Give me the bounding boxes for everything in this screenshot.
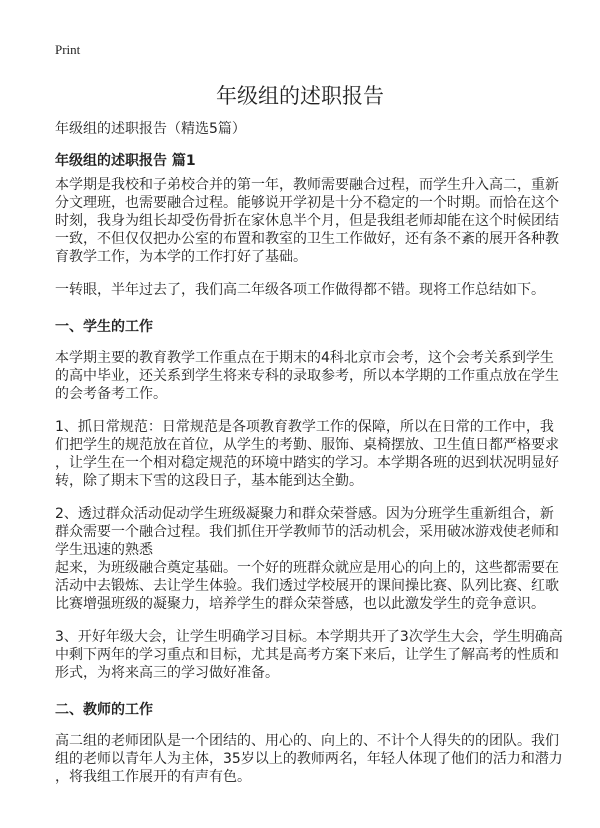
text-line: 组的老师以青年人为主体，35岁以上的教师两名，年轻人体现了他们的活力和潜力: [55, 751, 563, 767]
paragraph: [55, 176, 559, 266]
text-line: 比赛增强班级的凝聚力，培养学生的群众荣誉感，也以此激发学生的竞争意识。: [55, 596, 545, 612]
text-line: 的会考备考工作。: [55, 386, 167, 402]
list-item: [55, 418, 559, 490]
heading-students: 一、学生的工作: [55, 319, 153, 335]
text-line: 一致，不但仅仅把办公室的布置和教室的卫生工作做好，还有条不紊的展开各种教: [55, 231, 559, 247]
text-line: 起来，为班级融合奠定基础。一个好的班群众就应是用心的向上的，这些都需要在: [55, 560, 559, 576]
text-line: ，将我组工作展开的有声有色。: [55, 769, 251, 785]
text-line: 时刻，我身为组长却受伤骨折在家休息半个月，但是我组老师却能在这个时候团结: [55, 213, 559, 229]
text-line: 3、开好年级大会，让学生明确学习目标。本学期共开了3次学生大会，学生明确高: [55, 629, 563, 645]
text-line: 们把学生的规范放在首位，从学生的考勤、服饰、桌椅摆放、卫生值日都严格要求: [55, 437, 559, 453]
text-line: 转，除了期末下雪的这段日子，基本能到达全勤。: [55, 473, 363, 489]
heading-teachers: 二、教师的工作: [55, 702, 153, 718]
text-line: 中剩下两年的学习重点和目标，尤其是高考方案下来后，让学生了解高考的性质和: [55, 647, 559, 663]
text-line: 学生迅速的熟悉: [55, 542, 153, 558]
paragraph: [55, 281, 555, 299]
list-item: [55, 628, 563, 682]
page-title: 年级组的述职报告: [216, 84, 384, 108]
text-line: 一转眼，半年过去了，我们高二年级各项工作做得都不错。现将工作总结如下。: [55, 282, 545, 298]
text-line: 2、透过群众活动促动学生班级凝聚力和群众荣誉感。因为分班学生重新组合，新: [55, 506, 554, 522]
paragraph: [55, 559, 559, 613]
paragraph: [55, 732, 563, 786]
text-line: 群众需要一个融合过程。我们抓住开学教师节的活动机会，采用破冰游戏使老师和: [55, 524, 559, 540]
paragraph: [55, 349, 559, 403]
text-line: 1、抓日常规范：日常规范是各项教育教学工作的保障，所以在日常的工作中，我: [55, 419, 554, 435]
text-line: 分文理班，也需要融合过程。能够说开学初是十分不稳定的一个时期。而恰在这个: [55, 195, 559, 211]
text-line: 高二组的老师团队是一个团结的、用心的、向上的、不计个人得失的的团队。我们: [55, 733, 559, 749]
text-line: 的高中毕业，还关系到学生将来专科的录取参考，所以本学期的工作重点放在学生: [55, 368, 559, 384]
text-line: 形式，为将来高三的学习做好准备。: [55, 665, 279, 681]
text-line: 活动中去锻炼、去让学生体验。我们透过学校展开的课间操比赛、队列比赛、红歌: [55, 578, 559, 594]
section-heading: 年级组的述职报告 篇1: [55, 153, 196, 169]
text-line: 育教学工作，为本学的工作打好了基础。: [55, 249, 307, 265]
list-item: [55, 505, 559, 559]
text-line: ，让学生在一个相对稳定规范的环境中踏实的学习。本学期各班的迟到状况明显好: [55, 455, 559, 471]
text-line: 本学期主要的教育教学工作重点在于期末的4科北京市会考，这个会考关系到学生: [55, 350, 554, 366]
text-line: 本学期是我校和子弟校合并的第一年，教师需要融合过程，而学生升入高二，重新: [55, 177, 559, 193]
print-link[interactable]: Print: [55, 42, 81, 57]
subtitle: 年级组的述职报告（精选5篇）: [55, 121, 246, 137]
